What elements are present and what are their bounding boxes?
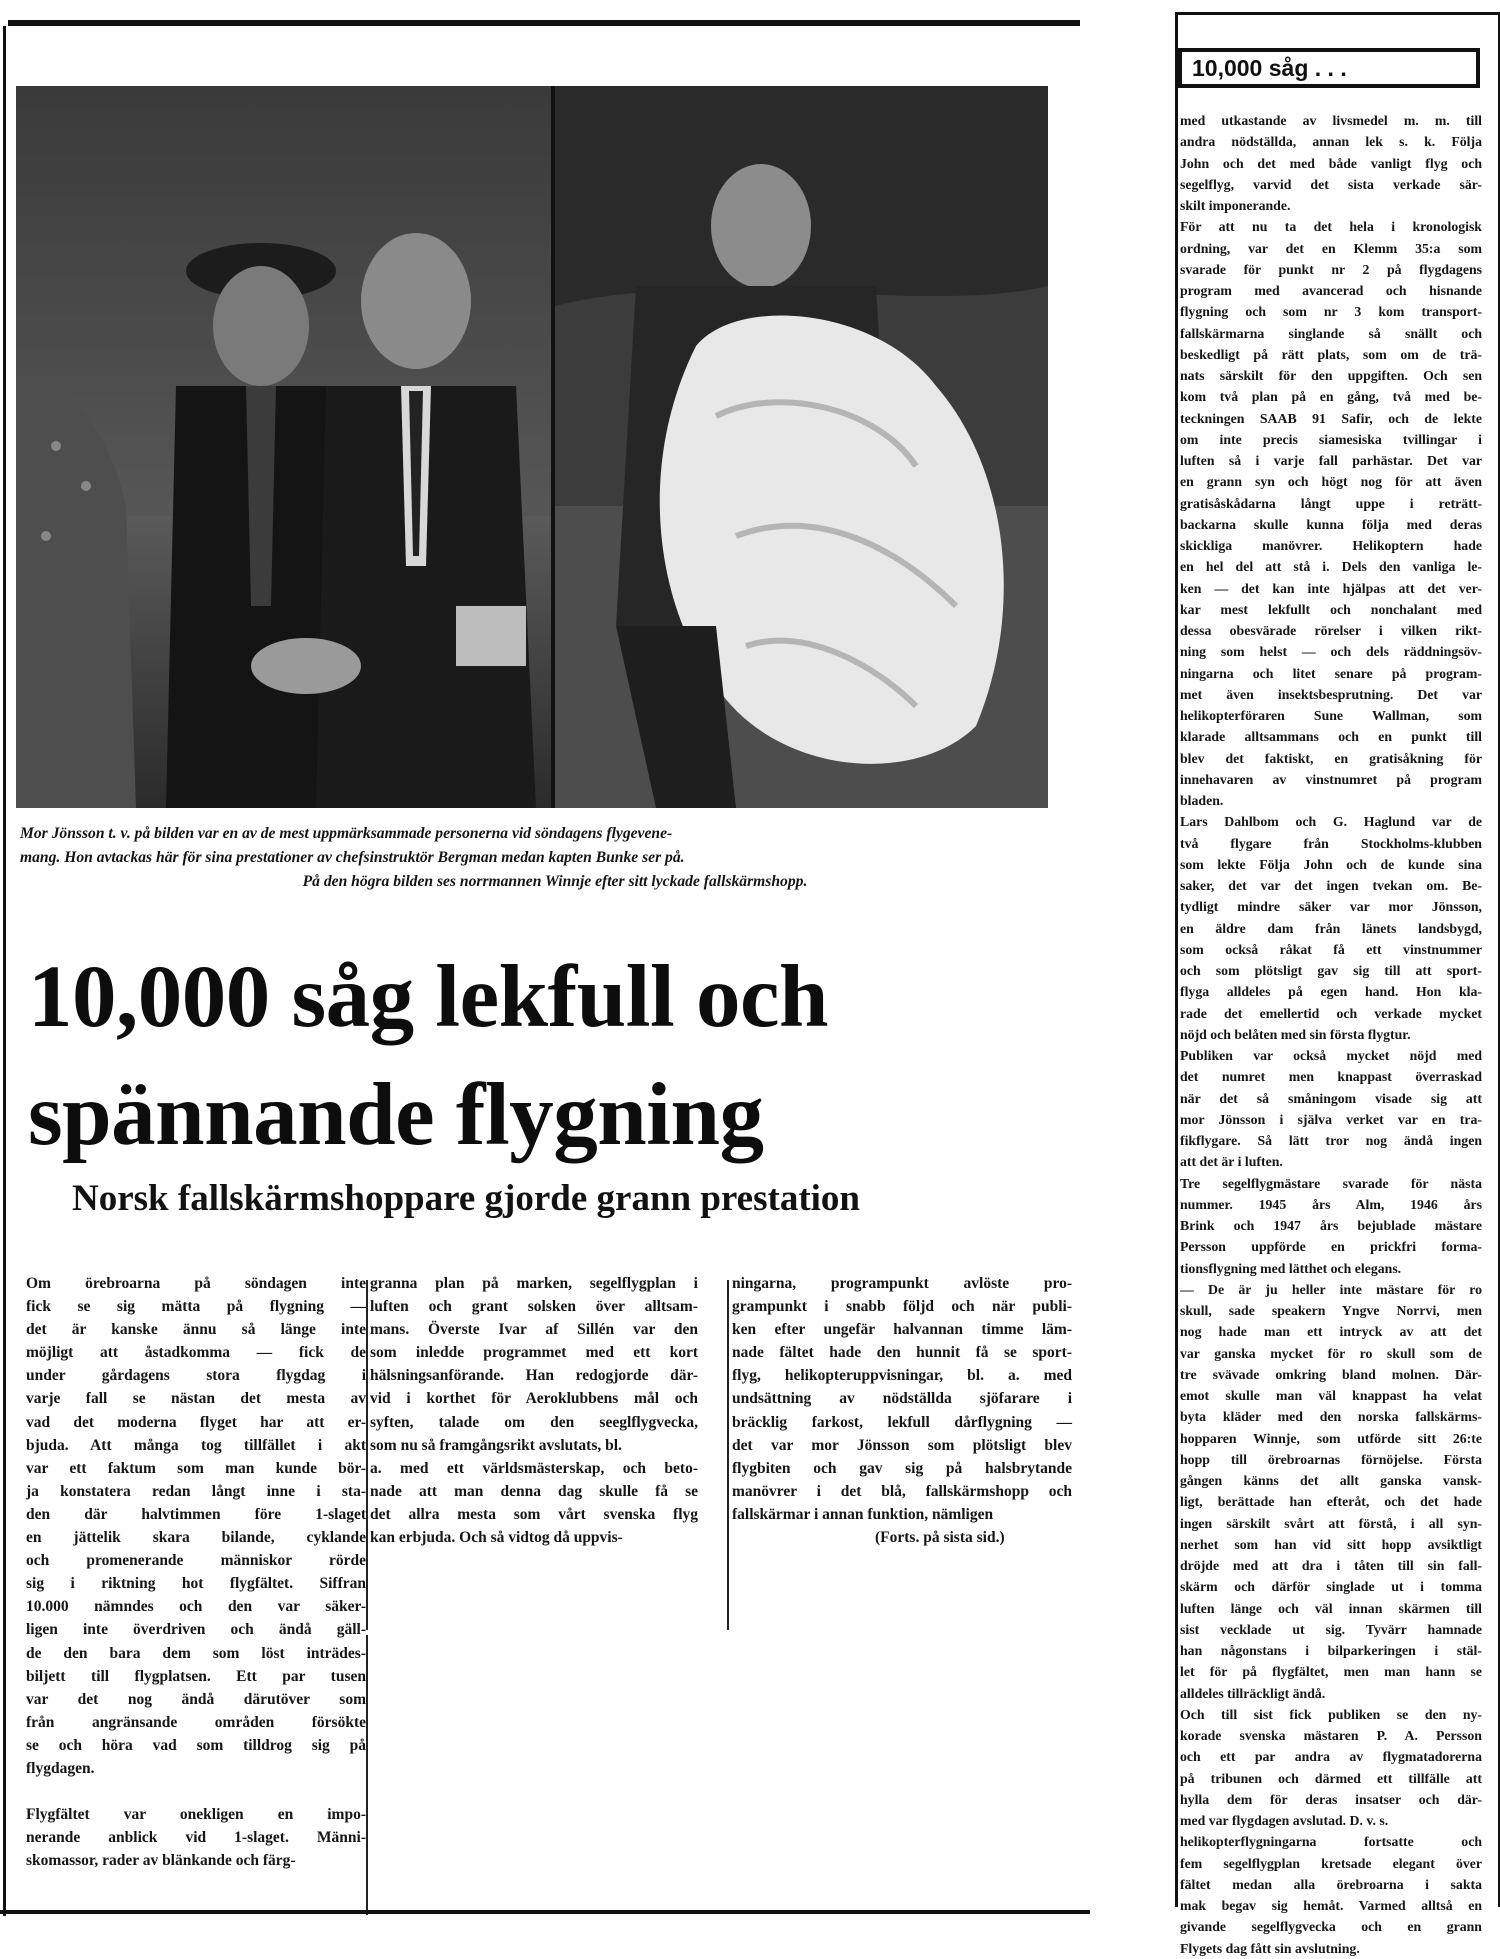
text-line: nade fältet hade den hunnit få se sport- [732, 1344, 1072, 1362]
column-divider [727, 1280, 729, 1630]
text-line: om inte precis siamesiska tvillingar i [1180, 431, 1482, 447]
text-line: var det nog ändå därutöver som [26, 1690, 366, 1708]
text-line: Om örebroarna på söndagen inte [26, 1275, 366, 1292]
text-line: det var mor Jönsson som plötsligt blev [732, 1436, 1072, 1454]
article-column-1 [26, 1272, 366, 1872]
text-line: var ett faktum som man kunde bör- [26, 1459, 366, 1477]
news-photo [16, 86, 1048, 808]
text-line: ning som helst — och dels räddningsöv- [1180, 644, 1482, 660]
continuation-note-wrap [875, 1526, 1075, 1549]
text-line: att det är i luften. [1180, 1154, 1283, 1170]
text-line: tydligt mindre säker var mor Jönsson, [1180, 899, 1482, 915]
text-line: byta kläder med den norska fallskärms- [1180, 1409, 1482, 1425]
text-line: ligt, berättade han efteråt, och det hade [1180, 1494, 1482, 1510]
text-line: som nu så framgångsrikt avslutats, bl. [370, 1436, 622, 1454]
text-line: andra nödställda, annan lek s. k. Följa [1180, 134, 1482, 150]
caption-line-1: Mor Jönsson t. v. på bilden var en av de mest uppmärksammade personerna vid söndagens flygevene- [20, 825, 673, 842]
text-line: nummer. 1945 års Alm, 1946 års [1180, 1196, 1482, 1212]
subheadline: Norsk fallskärmshoppare gjorde grann prestation [72, 1178, 861, 1219]
text-line: mans. Överste Ivar af Sillén var den [370, 1321, 698, 1339]
text-line: nerande anblick vid 1-slaget. Männi- [26, 1829, 366, 1847]
text-line: segelflyg, varvid det sista verkade sär- [1180, 176, 1482, 192]
text-line: under gårdagens stora flygdag i [26, 1367, 366, 1385]
text-line: kar mest lekfullt och nonchalant med [1180, 601, 1482, 617]
continuation-note: (Forts. på sista sid.) [875, 1529, 1005, 1546]
text-line: bräcklig farkost, lekfull dårflygning — [732, 1413, 1072, 1431]
text-line: luften och grant solsken över alltsam- [370, 1298, 698, 1316]
text-line: Lars Dahlbom och G. Haglund var de [1180, 814, 1482, 830]
text-line: flygdagen. [26, 1759, 95, 1777]
text-line: hälsningsanförande. Han redogjorde där- [370, 1367, 698, 1385]
text-line: manövrer i det blå, fallskärmshopp och [732, 1482, 1072, 1500]
text-line: hopp till örebroarnas förnöjelse. Första [1180, 1451, 1482, 1467]
text-line: ken — det kan inte hjälpas att det ver- [1180, 580, 1482, 596]
text-line: när det så småningom visade sig att [1180, 1090, 1482, 1106]
text-line: syften, talade om den seeglflygvecka, [370, 1413, 698, 1431]
side-left-rule [1175, 12, 1178, 1907]
text-line: dessa obesvärade rörelser i vilken rikt- [1180, 623, 1482, 638]
text-line: skomassor, rader av blänkande och färg- [26, 1852, 296, 1870]
text-line: ken efter ungefär halvannan timme läm- [732, 1321, 1072, 1339]
text-line: 10.000 nämndes och den var säker- [26, 1598, 366, 1616]
text-line: som lekte Följa John och de kunde sina [1180, 856, 1482, 872]
photo-caption [20, 822, 1090, 894]
text-line: flyga alldeles på egen hand. Hon kla- [1180, 984, 1482, 1000]
text-line: fem segelflygplan kretsade elegant över [1180, 1855, 1482, 1871]
text-line: kan erbjuda. Och så vidtog då uppvis- [370, 1529, 623, 1547]
text-line: tionsflygning med lätthet och elegans. [1180, 1260, 1402, 1276]
text-line: på tribunen och därmed ett tillfälle att [1180, 1770, 1482, 1786]
text-line: var ganska mycket för ro skull som de [1180, 1345, 1482, 1361]
text-line: skull, sade speakern Yngve Norrvi, men [1180, 1303, 1482, 1318]
text-line: hopparen Winnje, som utförde sitt 26:te [1180, 1430, 1482, 1446]
text-line: ningarna, programpunkt avlöste pro- [732, 1275, 1072, 1292]
text-line: det är kanske ännu så länge inte [26, 1321, 366, 1339]
text-line: det allra mesta som vårt svenska flyg [370, 1505, 698, 1523]
text-line: fallskärmarna singlande så snällt och [1180, 325, 1482, 341]
text-line: helikopterföraren Sune Wallman, som [1180, 708, 1482, 723]
text-line: nats särskilt för den uppgiften. Och sen [1180, 368, 1482, 383]
text-line: fältet medan alla örebroarna i sakta [1180, 1876, 1482, 1892]
text-line: som inledde programmet med ett kort [370, 1344, 698, 1362]
text-line: bjuda. Att många tog tillfället i akt [26, 1436, 366, 1454]
text-line: han någonstans i bilparkeringen i stäl- [1180, 1643, 1482, 1658]
text-line: möjligt att åstadkomma — fick de [26, 1344, 366, 1362]
text-line: Och till sist fick publiken se den ny- [1180, 1706, 1482, 1722]
text-line [26, 1780, 366, 1803]
article-column-3 [732, 1272, 1072, 1526]
text-line: ingen särskilt svårt att förstå, i all syn- [1180, 1515, 1482, 1531]
text-line: undsättning av nödställda sjöfarare i [732, 1390, 1072, 1408]
continuation-text [1180, 110, 1482, 1959]
caption-line-3: På den högra bilden ses norrmannen Winnje efter sitt lyckade fallskärmshopp. [302, 873, 808, 890]
text-line: helikopterflygningarna fortsatte och [1180, 1834, 1482, 1850]
text-line: med var flygdagen avslutad. D. v. s. [1180, 1813, 1389, 1828]
text-line: en grann syn och högt nog för att även [1180, 474, 1482, 490]
headline [28, 938, 1108, 1174]
text-line: grampunkt i snabb följd och när publi- [732, 1298, 1072, 1316]
text-line: Brink och 1947 års bejublade mästare [1180, 1218, 1482, 1233]
text-line: saker, det var det ingen tvekan om. Be- [1180, 878, 1482, 893]
text-line: nog hade man ett intryck av att det [1180, 1324, 1482, 1340]
top-rule [8, 20, 1080, 26]
continuation-heading-box: 10,000 såg . . . [1178, 48, 1480, 88]
text-line: fallskärmar i annan funktion, nämligen [732, 1505, 994, 1523]
text-line: ja konstatera redan långt inne i sta- [26, 1482, 366, 1500]
text-line: nade att man denna dag skulle få se [370, 1482, 698, 1500]
article-column-2 [370, 1272, 698, 1549]
text-line: dröjde med att dra i tåten till sin fall- [1180, 1558, 1482, 1573]
text-line: rade det emellertid och verkade mycket [1180, 1005, 1482, 1021]
photo-illustration [16, 86, 1048, 808]
text-line: nöjd och belåten med sin första flygtur. [1180, 1026, 1411, 1042]
left-rule [3, 26, 6, 1916]
text-line: skilt imponerande. [1180, 198, 1291, 213]
text-line: se och höra vad som tilldrog sig på [26, 1736, 366, 1754]
text-line: Flygfältet var onekligen en impo- [26, 1806, 366, 1824]
text-line: klarade alltsammans och en punkt till [1180, 729, 1482, 745]
text-line: de den bara dem som löst inträdes- [26, 1644, 366, 1662]
text-line: den där halvtimmen före 1-slaget [26, 1505, 366, 1523]
text-line: biljett till flygplatsen. Ett par tusen [26, 1667, 366, 1685]
text-line: flygbiten och gav sig på halsbrytande [732, 1459, 1072, 1477]
text-line: ligen inte överdriven och ändå gäll- [26, 1621, 366, 1639]
text-line: let för på flygfältet, men man hann se [1180, 1664, 1482, 1680]
text-line: och ett par andra av flygmatadorerna [1180, 1749, 1482, 1765]
text-line: mak begav sig hemåt. Varmed alltså en [1180, 1898, 1482, 1913]
text-line: — De är ju heller inte mästare för ro [1180, 1281, 1482, 1297]
text-line: med utkastande av livsmedel m. m. till [1180, 113, 1482, 128]
text-line: granna plan på marken, segelflygplan i [370, 1275, 698, 1292]
text-line: ningarna och litet senare på program- [1180, 665, 1482, 681]
text-line: en äldre dam från länets landsbygd, [1180, 920, 1482, 936]
text-line: och promenerande människor rörde [26, 1552, 366, 1570]
text-line: blev det faktiskt, en gratisåkning för [1180, 750, 1482, 766]
text-line: gratisåskådarna långt uppe i reträtt- [1180, 495, 1482, 511]
text-line: sig i riktning hot flygfältet. Siffran [26, 1575, 366, 1593]
text-line: en jättelik skara bilande, cyklande [26, 1529, 366, 1547]
headline-line-2: spännande flygning [28, 1066, 764, 1164]
text-line: innehavaren av vinstnumret på program [1180, 771, 1482, 787]
text-line: som också råkat få ett vinstnummer [1180, 941, 1482, 957]
text-line: fikflygare. Så lätt tror nog ändå ingen [1180, 1133, 1482, 1148]
text-line: flygning och som nr 3 kom transport- [1180, 304, 1482, 320]
text-line: givande segelflygvecka och en grann [1180, 1919, 1482, 1935]
text-line: beskedligt på rätt plats, som om de trä- [1180, 346, 1482, 362]
text-line: sist vecklade ut sig. Tyvärr hamnade [1180, 1621, 1482, 1637]
text-line: För att nu ta det hela i kronologisk [1180, 219, 1482, 235]
text-line: met även insektsbesprutning. Det var [1180, 686, 1482, 702]
text-line: kom två plan på en gång, två med be- [1180, 389, 1482, 405]
text-line: från angränsande områden försökte [26, 1713, 366, 1731]
text-line: skärm och därför singlade ut i tomma [1180, 1579, 1482, 1595]
text-line: hylla dem för deras insatser och där- [1180, 1791, 1482, 1807]
text-line: tre svävade omkring bland molnen. Där- [1180, 1366, 1482, 1382]
text-line: Publiken var också mycket nöjd med [1180, 1048, 1482, 1063]
text-line: backarna skulle kunna följa med deras [1180, 516, 1482, 532]
text-line: gången känns det allt ganska vansk- [1180, 1473, 1482, 1488]
text-line: luften länge och väl innan skärmen till [1180, 1600, 1482, 1616]
text-line: två flygare från Stockholms-klubben [1180, 835, 1482, 851]
side-top-rule [1175, 12, 1500, 15]
bottom-rule [0, 1910, 1090, 1914]
text-line: korade svenska mästaren P. A. Persson [1180, 1728, 1482, 1743]
text-line: och som plötsligt gav sig till att sport- [1180, 963, 1482, 978]
text-line: program med avancerad och hisnande [1180, 283, 1482, 298]
text-line: flyg, helikopteruppvisningar, bl. a. med [732, 1367, 1072, 1385]
text-line: a. med ett världsmästerskap, och beto- [370, 1459, 698, 1477]
text-line: det numret men knappast överraskad [1180, 1069, 1482, 1085]
text-line: fick se sig mätta på flygning — [26, 1298, 366, 1316]
text-line: John och det med både vanligt flyg och [1180, 155, 1482, 171]
text-line: Persson uppförde en prickfri forma- [1180, 1239, 1482, 1255]
text-line: skickliga manövrer. Helikoptern hade [1180, 538, 1482, 553]
text-line: luften så i varje fall parhästar. Det var [1180, 453, 1482, 468]
text-line: alldeles tillräckligt ändå. [1180, 1685, 1326, 1701]
text-line: teckningen SAAB 91 Safir, och de lekte [1180, 410, 1482, 426]
text-line: nerhet som han vid sitt hopp avsiktligt [1180, 1536, 1482, 1552]
headline-line-1: 10,000 såg lekfull och [28, 948, 828, 1046]
text-line: varje fall se nästan det mesta av [26, 1390, 366, 1408]
text-line: vid i korthet för Aeroklubbens mål och [370, 1390, 698, 1408]
text-line: bladen. [1180, 793, 1224, 808]
caption-line-2: mang. Hon avtackas här för sina prestationer av chefsinstruktör Bergman medan kapten Bunke ser på. [20, 849, 685, 866]
text-line: en hel del att stå i. Dels den vanliga le- [1180, 559, 1482, 575]
text-line: ordning, var det en Klemm 35:a som [1180, 240, 1482, 256]
text-line: vad det moderna flyget har att er- [26, 1413, 366, 1431]
text-line: Flygets dag fått sin avslutning. [1180, 1940, 1360, 1956]
text-line: Tre segelflygmästare svarade för nästa [1180, 1175, 1482, 1191]
column-divider [366, 1635, 368, 1915]
text-line: emot skulle man väl knappast ha velat [1180, 1388, 1482, 1403]
text-line: mor Jönsson i själva verket var en tra- [1180, 1111, 1482, 1127]
column-divider [366, 1280, 368, 1630]
text-line: svarade för punkt nr 2 på flygdagens [1180, 261, 1482, 277]
